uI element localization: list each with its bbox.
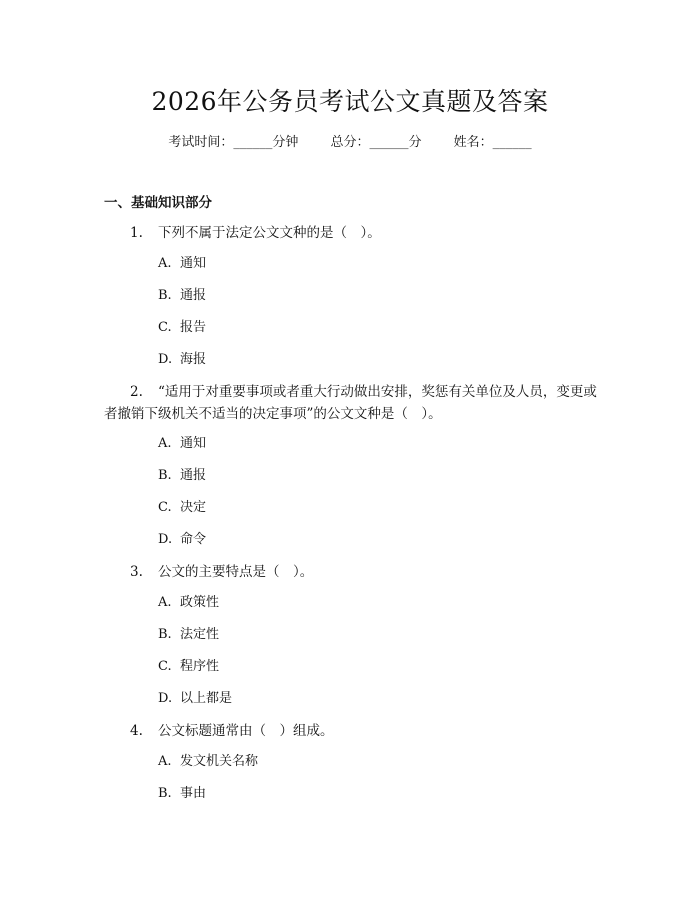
option-4b xyxy=(158,784,206,804)
option-2d xyxy=(158,530,206,550)
total-score-field: 总分：______分 xyxy=(330,135,422,150)
option-text: 通报 xyxy=(180,288,207,303)
option-letter: A. xyxy=(158,256,172,271)
option-1b xyxy=(158,286,206,306)
section-heading: 一、基础知识部分 xyxy=(104,195,212,211)
question-number: 1. xyxy=(130,225,143,241)
question-3 xyxy=(104,561,604,583)
option-2b xyxy=(158,466,206,486)
question-4 xyxy=(104,720,604,742)
option-text: 海报 xyxy=(180,352,207,367)
option-3c xyxy=(158,657,219,677)
option-letter: D. xyxy=(158,532,173,547)
option-2c xyxy=(158,498,206,518)
option-letter: C. xyxy=(158,320,172,335)
option-text: 通知 xyxy=(180,256,207,271)
question-1 xyxy=(104,222,604,244)
option-letter: B. xyxy=(158,288,172,303)
option-text: 法定性 xyxy=(180,627,220,642)
document-title: 2026年公务员考试公文真题及答案 xyxy=(151,87,549,116)
option-2a xyxy=(158,434,206,454)
question-number: 3. xyxy=(130,564,143,580)
option-text: 命令 xyxy=(180,532,207,547)
option-text: 以上都是 xyxy=(180,691,233,706)
question-number: 4. xyxy=(130,723,143,739)
option-3d xyxy=(158,689,232,709)
option-text: 程序性 xyxy=(180,659,220,674)
option-letter: B. xyxy=(158,786,172,801)
option-1d xyxy=(158,350,206,370)
option-letter: B. xyxy=(158,468,172,483)
option-text: 发文机关名称 xyxy=(180,754,259,769)
option-letter: A. xyxy=(158,754,172,769)
option-letter: D. xyxy=(158,352,173,367)
option-4a xyxy=(158,752,258,772)
question-number: 2. xyxy=(130,384,143,400)
exam-time-field: 考试时间：______分钟 xyxy=(168,135,299,150)
option-3b xyxy=(158,625,219,645)
option-letter: A. xyxy=(158,436,172,451)
question-2 xyxy=(104,381,604,425)
option-text: 决定 xyxy=(180,500,207,515)
exam-meta xyxy=(0,131,700,150)
option-1c xyxy=(158,318,206,338)
question-text: “适用于对重要事项或者重大行动做出安排，奖惩有关单位及人员，变更或者撤销下级机关不适当的决定事项”的公文文种是（ ）。 xyxy=(104,384,597,422)
option-letter: B. xyxy=(158,627,172,642)
option-text: 事由 xyxy=(180,786,207,801)
question-text: 下列不属于法定公文文种的是（ ）。 xyxy=(158,225,381,241)
option-letter: C. xyxy=(158,500,172,515)
option-letter: D. xyxy=(158,691,173,706)
name-field: 姓名：______ xyxy=(453,135,532,150)
option-text: 通知 xyxy=(180,436,207,451)
option-text: 通报 xyxy=(180,468,207,483)
option-letter: C. xyxy=(158,659,172,674)
option-letter: A. xyxy=(158,595,172,610)
option-1a xyxy=(158,254,206,274)
option-3a xyxy=(158,593,219,613)
question-text: 公文标题通常由（ ）组成。 xyxy=(158,723,334,739)
option-text: 报告 xyxy=(180,320,207,335)
question-text: 公文的主要特点是（ ）。 xyxy=(158,564,314,580)
option-text: 政策性 xyxy=(180,595,220,610)
